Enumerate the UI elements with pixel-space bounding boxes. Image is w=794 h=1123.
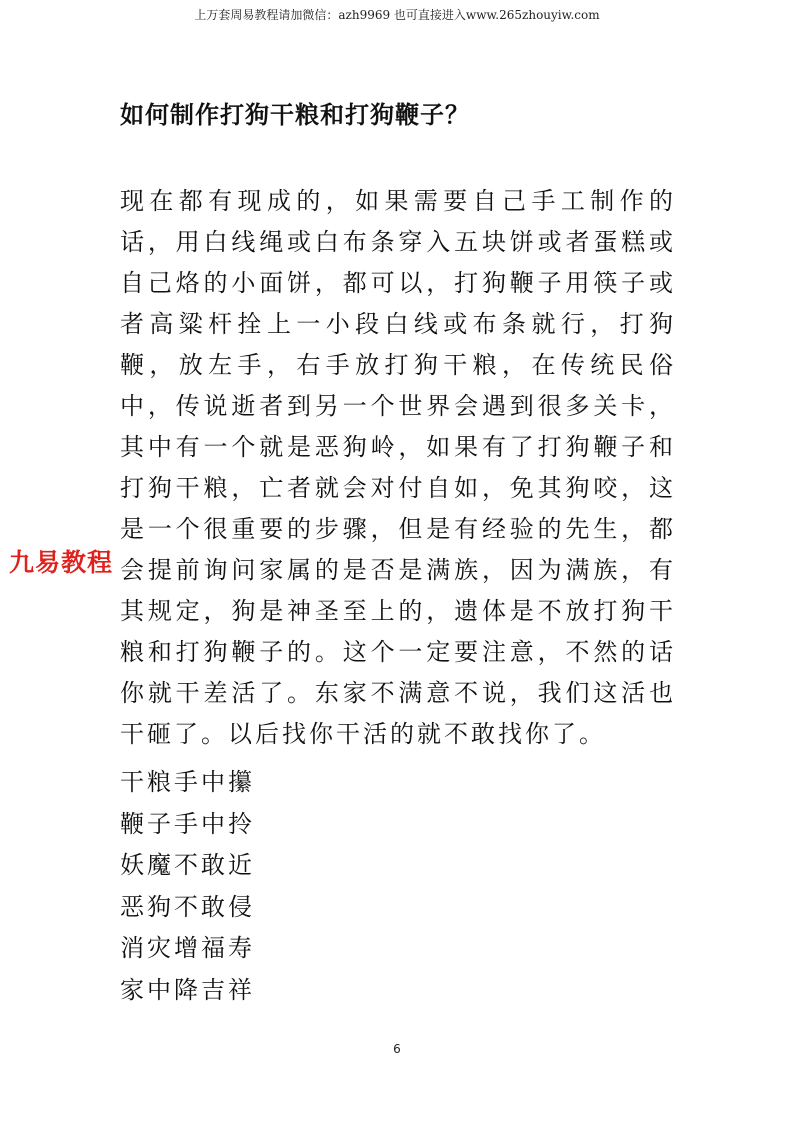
poem-list <box>120 762 255 1011</box>
poem-line: 鞭子手中拎 <box>120 809 255 838</box>
watermark-logo-text: 九易教程 <box>9 548 114 577</box>
poem-line: 恶狗不敢侵 <box>120 892 255 921</box>
page-number: 6 <box>393 1042 401 1056</box>
poem-line: 消灾增福寿 <box>120 934 255 962</box>
page-header-text: 上万套周易教程请加微信：azh9969 也可直接进入www.265zhouyiw.com <box>194 8 600 22</box>
poem-line: 家中降吉祥 <box>120 975 255 1004</box>
document-title: 如何制作打狗干粮和打狗鞭子？ <box>120 101 470 129</box>
poem-line: 妖魔不敢近 <box>120 851 255 879</box>
body-paragraph: 现在都有现成的，如果需要自己手工制作的话，用白线绳或白布条穿入五块饼或者蛋糕或自己烙的小面饼，都可以，打狗鞭子用筷子或者高粱杆拴上一小段白线或布条就行，打狗鞭，放左手，右手放打狗干粮，在传统民俗中，传说逝者到另一个世界会遇到很多关卡，其中有一个就是恶狗岭，如果有了打狗鞭子和打狗干粮，亡者就会对付自如，免其狗咬，这是一个很重要的步骤，但是有经验的先生，都会提前询问家属的是否是满族，因为满族，有其规定，狗是神圣至上的，遗体是不放打狗干粮和打狗鞭子的。这个一定要注意，不然的话你就干差活了。东家不满意不说，我们这活也干砸了。以后找你干活的就不敢找你了。 <box>120 187 676 748</box>
poem-line: 干粮手中攥 <box>120 768 255 796</box>
